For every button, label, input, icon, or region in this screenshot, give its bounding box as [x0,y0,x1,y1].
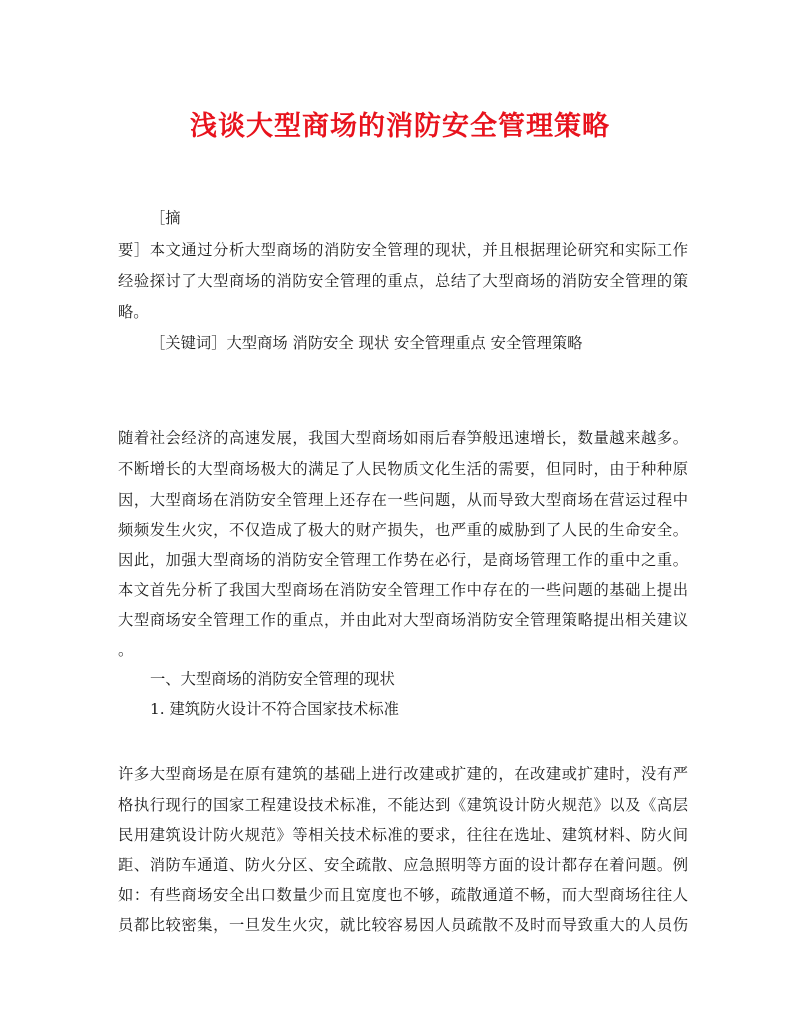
keywords-line: ［关键词］大型商场 消防安全 现状 安全管理重点 安全管理策略 [150,334,583,352]
intro-line-8: 。 [118,641,134,659]
intro-line-1: 随着社会经济的高速发展，我国大型商场如雨后春笋般迅速增长，数量越来越多。 [118,429,688,447]
abstract-line-2: 经验探讨了大型商场的消防安全管理的重点，总结了大型商场的消防安全管理的策 [118,272,688,290]
subsection-heading: 1. 建筑防火设计不符合国家技术标准 [150,700,399,718]
body-line-3: 民用建筑设计防火规范》等相关技术标准的要求，往往在选址、建筑材料、防火间 [118,826,688,844]
abstract-line-1: 要］本文通过分析大型商场的消防安全管理的现状，并且根据理论研究和实际工作 [118,241,688,259]
intro-line-6: 本文首先分析了我国大型商场在消防安全管理工作中存在的一些问题的基础上提出 [118,581,688,599]
abstract-line-3: 略。 [118,303,149,321]
body-line-2: 格执行现行的国家工程建设技术标准，不能达到《建筑设计防火规范》以及《高层 [118,796,688,814]
body-line-6: 员都比较密集，一旦发生火灾，就比较容易因人员疏散不及时而导致重大的人员伤 [118,916,688,934]
intro-line-4: 频频发生火灾，不仅造成了极大的财产损失，也严重的威胁到了人民的生命安全。 [118,521,688,539]
document-title: 浅谈大型商场的消防安全管理策略 [190,111,610,142]
body-line-5: 如：有些商场安全出口数量少而且宽度也不够，疏散通道不畅，而大型商场往往人 [118,886,688,904]
body-line-1: 许多大型商场是在原有建筑的基础上进行改建或扩建的，在改建或扩建时，没有严 [118,765,688,783]
abstract-label: ［摘 [150,209,181,227]
intro-line-3: 因，大型商场在消防安全管理上还存在一些问题，从而导致大型商场在营运过程中 [118,491,688,509]
section-heading: 一、大型商场的消防安全管理的现状 [150,670,395,688]
intro-line-2: 不断增长的大型商场极大的满足了人民物质文化生活的需要，但同时，由于种种原 [118,460,688,478]
intro-line-7: 大型商场安全管理工作的重点，并由此对大型商场消防安全管理策略提出相关建议 [118,611,688,629]
body-line-4: 距、消防车通道、防火分区、安全疏散、应急照明等方面的设计都存在着问题。例 [118,856,688,874]
intro-line-5: 因此，加强大型商场的消防安全管理工作势在必行，是商场管理工作的重中之重。 [118,551,688,569]
